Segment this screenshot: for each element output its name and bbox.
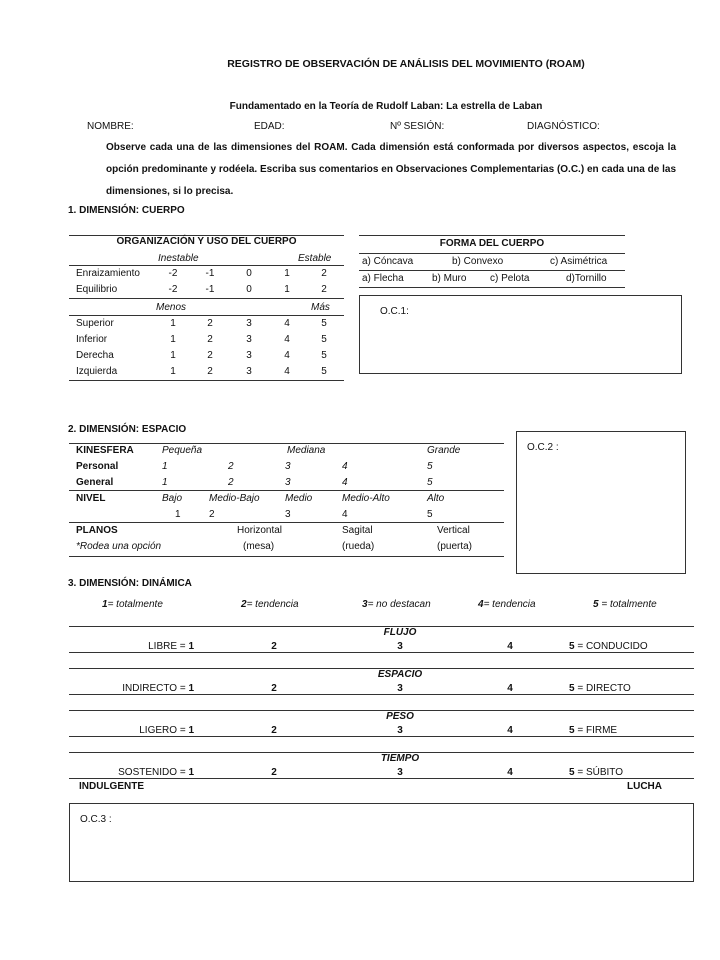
scale-value[interactable]: 5 — [569, 641, 575, 652]
scale-value[interactable]: -1 — [205, 284, 215, 295]
forma-option[interactable]: c) Pelota — [490, 273, 530, 284]
scale-value[interactable]: 1 — [284, 268, 290, 279]
oc3-label: O.C.3 : — [80, 814, 112, 825]
scale-value[interactable]: 1 — [188, 767, 194, 778]
forma-option[interactable]: a) Cóncava — [362, 256, 414, 267]
planos-note: *Rodea una opción — [76, 541, 162, 552]
scale-value[interactable]: -2 — [168, 284, 178, 295]
scale-value[interactable]: 2 — [207, 334, 213, 345]
scale-value[interactable]: 2 — [207, 366, 213, 377]
factor-left-label: SOSTENIDO = — [118, 767, 189, 778]
scale-value[interactable]: 5 — [569, 725, 575, 736]
kin-head: Grande — [427, 445, 461, 456]
inestable-label: Inestable — [158, 253, 199, 264]
espacio-heading: 2. DIMENSIÓN: ESPACIO — [68, 424, 187, 435]
scale-value[interactable]: 3 — [397, 641, 403, 652]
kin-value[interactable]: 5 — [427, 477, 433, 488]
legend-item — [241, 599, 299, 610]
oc1-box[interactable] — [359, 295, 682, 374]
edad-label: EDAD: — [254, 121, 285, 132]
row-label: Equilibrio — [76, 284, 118, 295]
factor-right-pole[interactable] — [569, 641, 648, 652]
scale-value[interactable]: 4 — [284, 366, 290, 377]
legend-item — [593, 599, 657, 610]
legend-number: 4 — [478, 599, 484, 610]
scale-value[interactable]: 5 — [321, 318, 327, 329]
row-label: Superior — [76, 318, 114, 329]
kin-value[interactable]: 4 — [342, 477, 348, 488]
kin-value[interactable]: 2 — [228, 477, 234, 488]
oc2-box[interactable] — [516, 431, 686, 574]
factor-left-label: INDIRECTO = — [122, 683, 189, 694]
oc2-label: O.C.2 : — [527, 442, 559, 453]
scale-value[interactable]: 1 — [188, 683, 194, 694]
legend-text: = tendencia — [483, 599, 536, 610]
nombre-label: NOMBRE: — [87, 121, 134, 132]
nivel-value[interactable]: 1 — [175, 509, 181, 520]
legend-text: = totalmente — [598, 599, 657, 610]
scale-value[interactable]: 1 — [188, 725, 194, 736]
legend-number: 2 — [241, 599, 247, 610]
scale-value[interactable]: 1 — [170, 334, 176, 345]
scale-value[interactable]: 5 — [321, 366, 327, 377]
nivel-value[interactable]: 2 — [209, 509, 215, 520]
row-label: Inferior — [76, 334, 108, 345]
forma-option[interactable]: b) Muro — [432, 273, 467, 284]
scale-value[interactable]: 2 — [321, 268, 327, 279]
scale-value[interactable]: 4 — [284, 334, 290, 345]
mas-label: Más — [311, 302, 330, 313]
scale-value[interactable]: 1 — [284, 284, 290, 295]
scale-value[interactable]: 1 — [170, 366, 176, 377]
kin-value[interactable]: 2 — [228, 461, 234, 472]
factor-left-pole[interactable] — [148, 641, 194, 652]
nivel-head: Medio-Alto — [342, 493, 390, 504]
scale-value[interactable]: 3 — [397, 683, 403, 694]
indulgente-label: INDULGENTE — [79, 781, 144, 792]
scale-value[interactable]: 3 — [246, 350, 252, 361]
plano-sub: (mesa) — [243, 541, 275, 552]
factor-name: FLUJO — [383, 627, 417, 638]
legend-item — [478, 599, 536, 610]
kin-value[interactable]: 1 — [162, 477, 168, 488]
scale-value[interactable]: 5 — [569, 683, 575, 694]
scale-value[interactable]: 1 — [188, 641, 194, 652]
nivel-head: Alto — [427, 493, 445, 504]
general-label: General — [76, 477, 114, 488]
scale-value[interactable]: 3 — [246, 366, 252, 377]
scale-value[interactable]: -1 — [205, 268, 215, 279]
scale-value[interactable]: 2 — [271, 767, 277, 778]
forma-title: FORMA DEL CUERPO — [439, 238, 545, 249]
factor-left-pole[interactable] — [118, 767, 194, 778]
factor-right-pole[interactable] — [569, 683, 631, 694]
legend-text: = no destacan — [367, 599, 431, 610]
cuerpo-heading: 1. DIMENSIÓN: CUERPO — [68, 205, 185, 216]
forma-option[interactable]: a) Flecha — [362, 273, 404, 284]
factor-name: TIEMPO — [380, 753, 420, 764]
kin-head: Pequeña — [162, 445, 203, 456]
scale-value[interactable]: 3 — [246, 334, 252, 345]
legend-number: 5 — [593, 599, 599, 610]
factor-right-label: = SÚBITO — [577, 767, 624, 778]
scale-value[interactable]: 2 — [271, 725, 277, 736]
scale-value[interactable]: 2 — [321, 284, 327, 295]
scale-value[interactable]: 0 — [246, 268, 252, 279]
row-label: Derecha — [76, 350, 114, 361]
scale-value[interactable]: 4 — [507, 725, 513, 736]
forma-option[interactable]: b) Convexo — [452, 256, 504, 267]
factor-left-label: LIGERO = — [139, 725, 189, 736]
lucha-label: LUCHA — [627, 781, 662, 792]
scale-value[interactable]: 0 — [246, 284, 252, 295]
scale-value[interactable]: 1 — [170, 350, 176, 361]
scale-value[interactable]: 3 — [397, 767, 403, 778]
nivel-value[interactable]: 5 — [427, 509, 433, 520]
row-label: Izquierda — [76, 366, 118, 377]
legend-number: 1 — [102, 599, 108, 610]
scale-value[interactable]: 2 — [207, 350, 213, 361]
legend-text: = totalmente — [107, 599, 163, 610]
plano-sub: (puerta) — [437, 541, 473, 552]
nivel-label: NIVEL — [76, 493, 106, 504]
nivel-head: Medio-Bajo — [209, 493, 260, 504]
document-subtitle: Fundamentado en la Teoría de Rudolf Laban: La estrella de Laban — [229, 101, 543, 112]
instructions-text: Observe cada una de las dimensiones del ROAM. Cada dimensión está conformada por diversos aspectos, escoja la opción predominante y rodéela. Escriba sus comentarios en Observaciones Complementarias (O.C.) en cada una de las dimensiones, si lo precisa. — [106, 142, 676, 197]
row-label: Enraizamiento — [76, 268, 140, 279]
plano-option[interactable]: Horizontal — [237, 525, 283, 536]
plano-option[interactable]: Vertical — [437, 525, 470, 536]
factor-name: ESPACIO — [377, 669, 423, 680]
nivel-value[interactable]: 3 — [285, 509, 291, 520]
factor-name: PESO — [386, 711, 414, 722]
scale-value[interactable]: -2 — [168, 268, 178, 279]
dinamica-heading: 3. DIMENSIÓN: DINÁMICA — [68, 578, 192, 589]
menos-label: Menos — [156, 302, 187, 313]
scale-value[interactable]: 4 — [284, 318, 290, 329]
scale-value[interactable]: 1 — [170, 318, 176, 329]
scale-value[interactable]: 5 — [569, 767, 575, 778]
scale-value[interactable]: 5 — [321, 350, 327, 361]
scale-value[interactable]: 3 — [397, 725, 403, 736]
legend-text: = tendencia — [246, 599, 299, 610]
factor-right-label: = FIRME — [577, 725, 618, 736]
scale-value[interactable]: 4 — [284, 350, 290, 361]
plano-sub: (rueda) — [342, 541, 375, 552]
kin-value[interactable]: 3 — [285, 477, 291, 488]
scale-value[interactable]: 4 — [507, 767, 513, 778]
scale-value[interactable]: 3 — [246, 318, 252, 329]
plano-option[interactable]: Sagital — [342, 525, 373, 536]
oc1-label: O.C.1: — [380, 306, 409, 317]
factor-right-label: = DIRECTO — [577, 683, 631, 694]
nivel-head: Bajo — [162, 493, 183, 504]
factor-right-label: = CONDUCIDO — [577, 641, 648, 652]
org-title: ORGANIZACIÓN Y USO DEL CUERPO — [116, 236, 297, 247]
diagnostico-label: DIAGNÓSTICO: — [527, 121, 600, 132]
document-title: REGISTRO DE OBSERVACIÓN DE ANÁLISIS DEL MOVIMIENTO (ROAM) — [227, 58, 585, 70]
kin-value[interactable]: 1 — [162, 461, 168, 472]
kin-value[interactable]: 4 — [342, 461, 348, 472]
estable-label: Estable — [298, 253, 332, 264]
personal-label: Personal — [76, 461, 119, 472]
kin-value[interactable]: 3 — [285, 461, 291, 472]
factor-left-label: LIBRE = — [148, 641, 189, 652]
forma-option[interactable]: c) Asimétrica — [550, 256, 608, 267]
nivel-value[interactable]: 4 — [342, 509, 348, 520]
kin-head: Mediana — [287, 445, 326, 456]
scale-value[interactable]: 4 — [507, 683, 513, 694]
scale-value[interactable]: 4 — [507, 641, 513, 652]
factor-right-pole[interactable] — [569, 725, 617, 736]
scale-value[interactable]: 2 — [207, 318, 213, 329]
factor-right-pole[interactable] — [569, 767, 623, 778]
sesion-label: Nº SESIÓN: — [390, 121, 445, 132]
oc3-box[interactable] — [69, 803, 694, 882]
scale-value[interactable]: 2 — [271, 683, 277, 694]
scale-value[interactable]: 5 — [321, 334, 327, 345]
nivel-head: Medio — [285, 493, 313, 504]
legend-item — [102, 599, 163, 610]
scale-value[interactable]: 2 — [271, 641, 277, 652]
planos-label: PLANOS — [76, 525, 118, 536]
legend-item — [362, 599, 431, 610]
kinesfera-label: KINESFERA — [76, 445, 134, 456]
factor-left-pole[interactable] — [122, 683, 194, 694]
factor-left-pole[interactable] — [139, 725, 194, 736]
kin-value[interactable]: 5 — [427, 461, 433, 472]
legend-number: 3 — [362, 599, 368, 610]
forma-option[interactable]: d)Tornillo — [566, 273, 607, 284]
